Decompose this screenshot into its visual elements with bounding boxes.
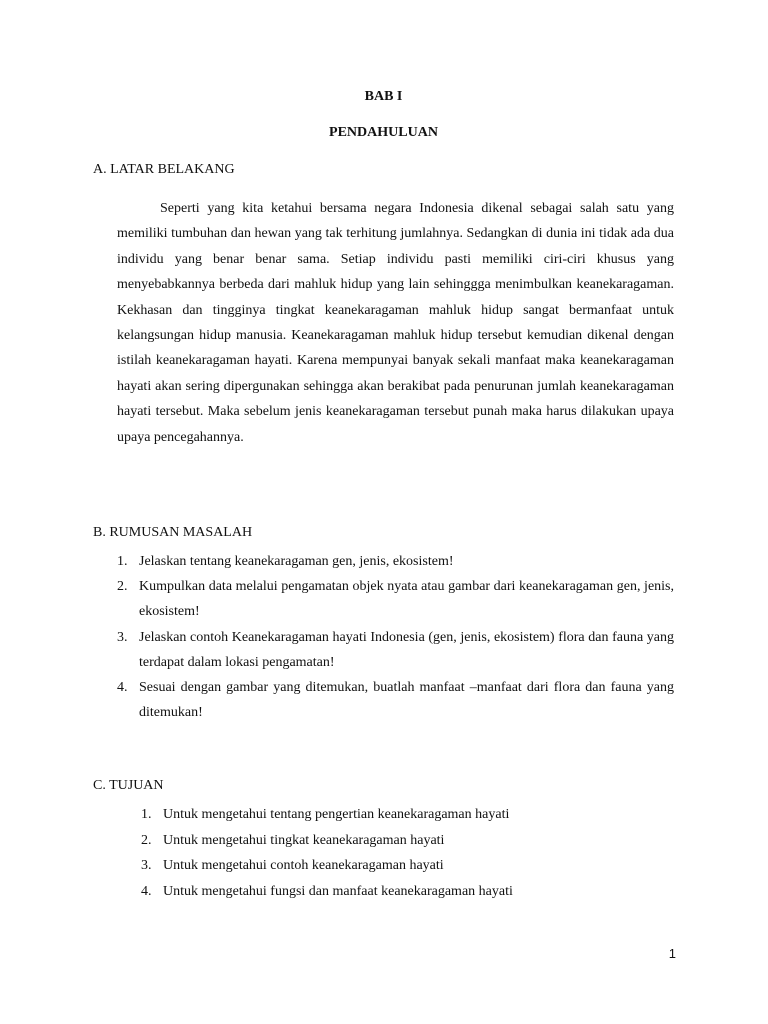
list-text: Untuk mengetahui contoh keanekaragaman hayati xyxy=(163,858,444,873)
list-number: 2. xyxy=(117,579,128,595)
list-item xyxy=(141,879,674,905)
list-item xyxy=(117,675,674,725)
list-item xyxy=(117,625,674,675)
chapter-number: BAB I xyxy=(364,89,403,104)
section-b-heading: B. RUMUSAN MASALAH xyxy=(93,525,253,540)
list-text: Jelaskan tentang keanekaragaman gen, jenis, ekosistem! xyxy=(139,554,454,569)
problem-list xyxy=(117,549,674,725)
section-a-heading: A. LATAR BELAKANG xyxy=(93,162,235,177)
list-number: 2. xyxy=(141,832,152,848)
list-item xyxy=(141,802,674,828)
list-number: 1. xyxy=(117,554,128,569)
section-c-heading: C. TUJUAN xyxy=(93,778,164,793)
list-text: Untuk mengetahui fungsi dan manfaat keanekaragaman hayati xyxy=(163,883,513,899)
list-number: 3. xyxy=(141,858,152,873)
list-text: Kumpulkan data melalui pengamatan objek nyata atau gambar dari keanekaragaman gen, jenis, ekosistem! xyxy=(139,579,674,620)
list-number: 4. xyxy=(117,680,128,696)
list-number: 4. xyxy=(141,883,152,899)
list-item xyxy=(141,828,674,854)
list-item xyxy=(117,549,674,574)
chapter-title: PENDAHULUAN xyxy=(329,125,438,140)
objectives-list xyxy=(141,802,674,904)
list-text: Sesuai dengan gambar yang ditemukan, buatlah manfaat –manfaat dari flora dan fauna yang ditemukan! xyxy=(139,680,674,721)
list-text: Jelaskan contoh Keanekaragaman hayati Indonesia (gen, jenis, ekosistem) flora dan fauna yang terdapat dalam lokasi pengamatan! xyxy=(139,629,674,670)
list-item xyxy=(117,574,674,624)
page-number: 1 xyxy=(668,946,676,961)
list-text: Untuk mengetahui tentang pengertian keanekaragaman hayati xyxy=(163,807,510,822)
list-text: Untuk mengetahui tingkat keanekaragaman hayati xyxy=(163,832,445,848)
list-number: 3. xyxy=(117,629,128,645)
list-number: 1. xyxy=(141,807,152,822)
list-item xyxy=(141,853,674,879)
background-paragraph: Seperti yang kita ketahui bersama negara Indonesia dikenal sebagai salah satu yang memiliki tumbuhan dan hewan yang tak terhitung jumlahnya. Sedangkan di dunia ini tidak ada dua individu yang benar benar sama. Setiap individu pasti memiliki ciri-ciri khusus yang menyebabkannya berbeda dari mahluk hidup yang lain sehinggga menimbulkan keanekaragaman. Kekhasan dan tingginya tingkat keanekaragaman mahluk hidup sangat bermanfaat untuk kelangsungan hidup manusia. Keanekaragaman mahluk hidup tersebut kemudian dikenal dengan istilah keanekaragaman hayati. Karena mempunyai banyak sekali manfaat maka keanekaragaman hayati akan sering dipergunakan sehingga akan berakibat pada penurunan jumlah keanekaragaman hayati tersebut. Maka sebelum jenis keanekaragaman tersebut punah maka harus dilakukan upaya upaya pencegahannya. xyxy=(117,201,674,445)
